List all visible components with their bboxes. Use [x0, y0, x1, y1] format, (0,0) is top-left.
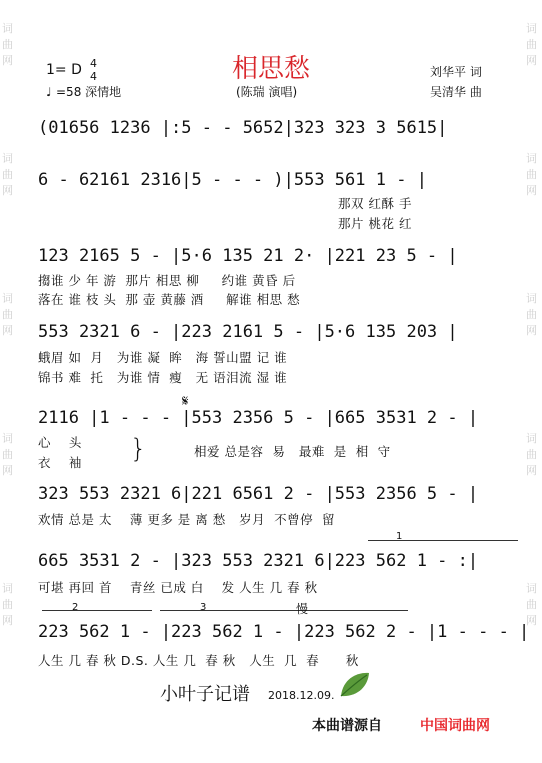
notation-row-2: 6 - 62161 2316|5 - - - )|553 561 1 - | [38, 170, 427, 190]
lyric-row-5-chorus: 相爱 总是容 易 最难 是 相 守 [194, 444, 391, 459]
transcription-date: 2018.12.09. [268, 689, 335, 702]
footer-source-prefix: 本曲谱源自 [312, 718, 382, 734]
time-signature-top: 4 [90, 57, 97, 70]
volta-2-label: 2 [72, 602, 79, 613]
key-signature: 1= D [46, 62, 82, 78]
quarter-note-icon: ♩ [46, 85, 52, 99]
notation-row-6: 323 553 2321 6|221 6561 2 - |553 2356 5 - | [38, 484, 479, 504]
transcriber-signature: 小叶子记谱 [160, 684, 250, 705]
volta-3-bracket [160, 610, 408, 611]
lyric-row-4a: 蛾眉 如 月 为谁 凝 眸 海 誓山盟 记 谁 [38, 350, 288, 365]
brace-icon: } [130, 434, 147, 464]
lyric-row-8: 人生 几 春 秋 D.S. 人生 几 春 秋 人生 几 春 秋 [38, 653, 359, 668]
notation-row-7: 665 3531 2 - |323 553 2321 6|223 562 1 - :| [38, 551, 479, 571]
notation-row-4: 553 2321 6 - |223 2161 5 - |5·6 135 203 | [38, 322, 458, 342]
volta-3-label: 3 [200, 602, 207, 613]
leaf-icon [338, 670, 372, 700]
volta-1-bracket [368, 540, 518, 541]
right-watermark: 词 曲 网 词 曲 网 词 曲 网 词 曲 网 词 曲 网 [526, 22, 537, 627]
footer-site-link[interactable]: 中国词曲网 [420, 718, 490, 734]
volta-2-bracket [42, 610, 152, 611]
lyric-row-2a: 那双 红酥 手 [338, 196, 412, 211]
volta-1-label: 1 [396, 531, 403, 542]
lyric-row-2b: 那片 桃花 红 [338, 216, 412, 231]
notation-row-5: 2116 |1 - - - |553 2356 5 - |665 3531 2 - | [38, 408, 479, 428]
lyric-row-7: 可堪 再回 首 青丝 已成 白 发 人生 几 春 秋 [38, 580, 318, 595]
time-signature-bottom: 4 [90, 70, 97, 83]
segno-sign: 𝄋 [182, 392, 189, 410]
lyric-row-3b: 落在 谁 枝 头 那 壶 黄藤 酒 解谁 相思 愁 [38, 292, 301, 307]
lyricist: 刘华平 词 [430, 65, 482, 79]
performer: (陈瑞 演唱) [236, 85, 298, 99]
lyric-row-3a: 搊谁 少 年 游 那片 相思 柳 约谁 黄昏 后 [38, 273, 296, 288]
notation-row-8: 223 562 1 - |223 562 1 - |223 562 2 - |1 - - - | [38, 622, 530, 642]
left-watermark: 词 曲 网 词 曲 网 词 曲 网 词 曲 网 词 曲 网 [2, 22, 13, 627]
lyric-row-5a: 心 头 [38, 435, 82, 450]
notation-row-1: (01656 1236 |:5 - - 5652|323 323 3 5615| [38, 118, 448, 138]
tempo-marking: =58 深情地 [56, 85, 122, 99]
lyric-row-4b: 锦书 难 托 为谁 情 瘦 无 语泪流 湿 谁 [38, 370, 288, 385]
slow-mark: 慢 [296, 602, 309, 616]
song-title: 相思愁 [231, 54, 310, 84]
composer: 吴清华 曲 [430, 85, 482, 99]
lyric-row-6: 欢情 总是 太 薄 更多 是 离 愁 岁月 不曾停 留 [38, 512, 336, 527]
lyric-row-5b: 衣 袖 [38, 455, 82, 470]
notation-row-3: 123 2165 5 - |5·6 135 21 2· |221 23 5 - | [38, 246, 458, 266]
